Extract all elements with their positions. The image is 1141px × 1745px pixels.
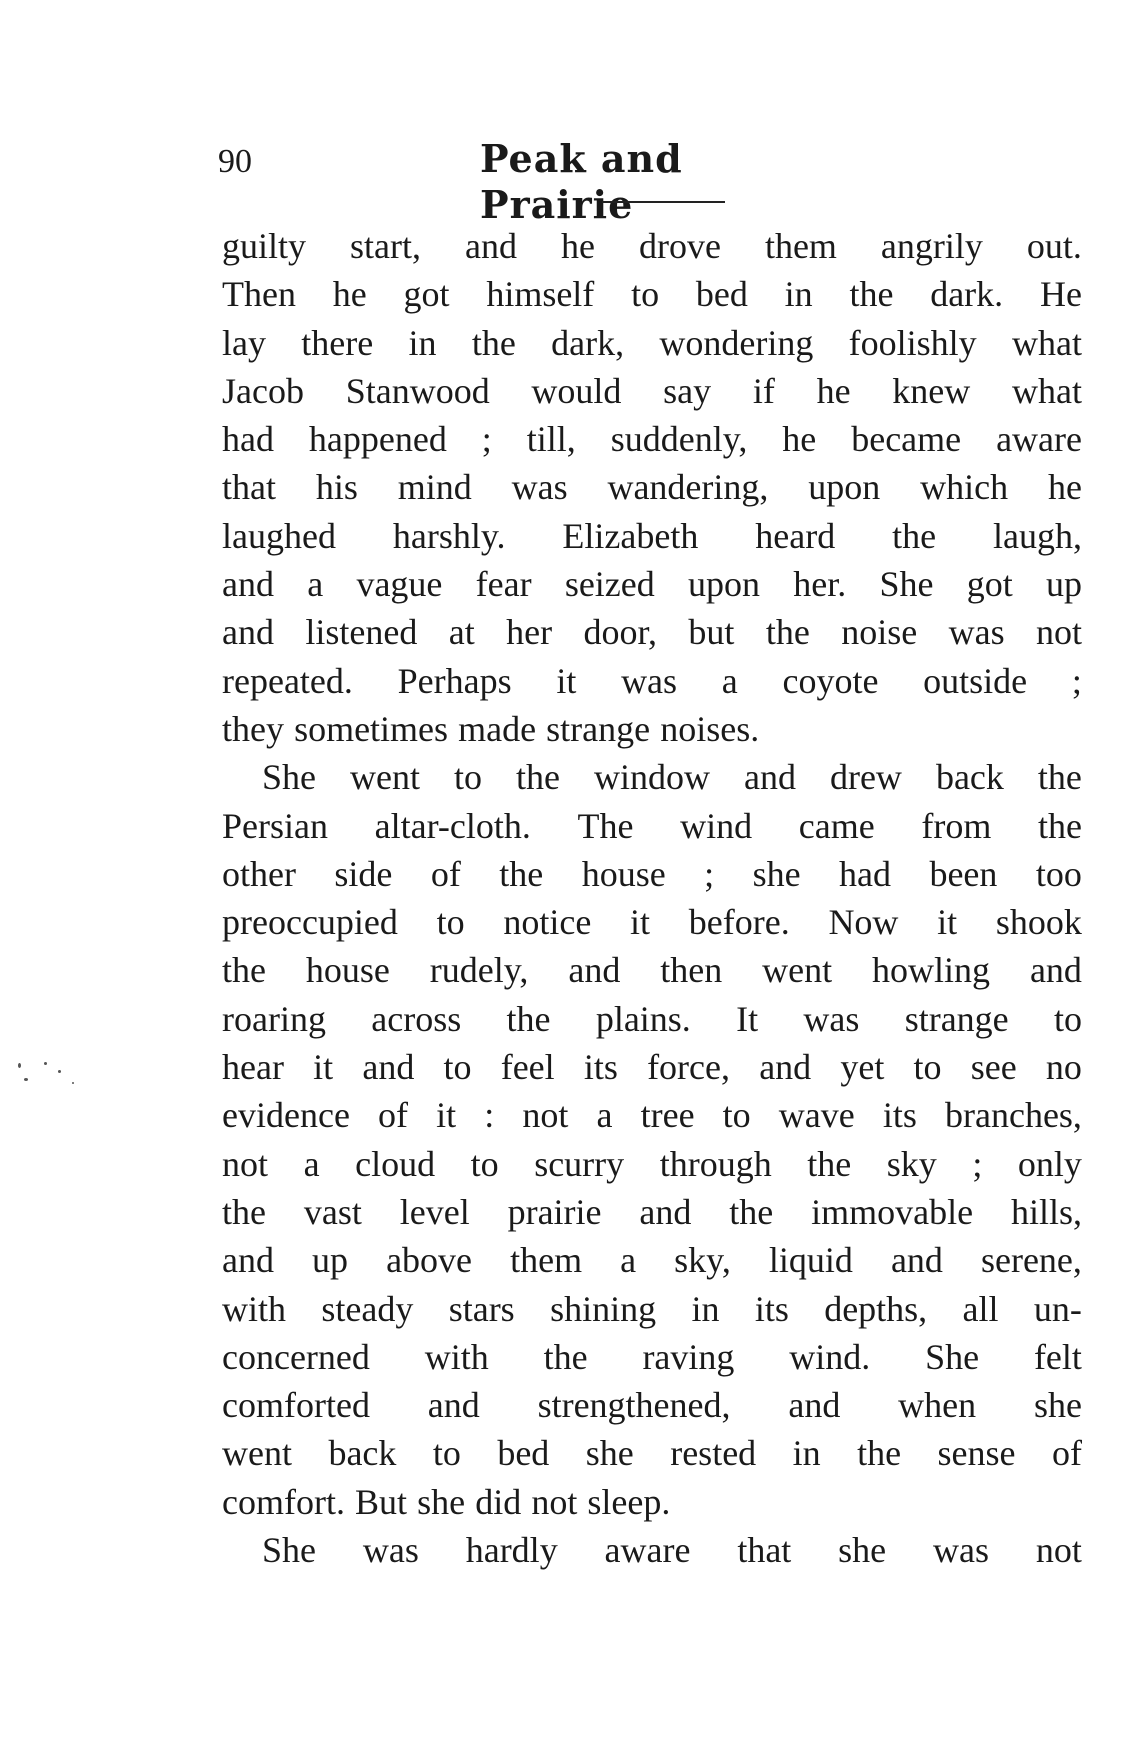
text-line bbox=[222, 367, 1082, 415]
word: comfort. bbox=[222, 1481, 345, 1522]
text-line bbox=[222, 850, 1082, 898]
text-line bbox=[222, 512, 1082, 560]
text-line bbox=[222, 1381, 1082, 1429]
word: sometimes bbox=[294, 708, 449, 749]
word: she bbox=[1033, 1385, 1082, 1426]
word: its bbox=[583, 1047, 618, 1088]
word: level bbox=[399, 1191, 470, 1232]
word: laugh, bbox=[993, 515, 1082, 556]
word: rested bbox=[670, 1433, 757, 1474]
word: what bbox=[1011, 370, 1082, 411]
word: wandering, bbox=[607, 467, 769, 508]
word: the bbox=[857, 1433, 902, 1474]
word: the bbox=[506, 998, 551, 1039]
word: if bbox=[752, 370, 775, 411]
text-line bbox=[222, 1526, 1082, 1574]
text-line bbox=[222, 753, 1082, 801]
text-line bbox=[222, 560, 1082, 608]
word: it bbox=[630, 902, 651, 943]
word: a bbox=[620, 1240, 637, 1281]
word: other bbox=[222, 853, 296, 894]
word: the bbox=[729, 1191, 774, 1232]
word: the bbox=[1038, 805, 1082, 846]
word: not bbox=[522, 1095, 569, 1136]
word: in bbox=[408, 322, 437, 363]
word: aware bbox=[604, 1530, 691, 1571]
word: a bbox=[721, 660, 738, 701]
word: the bbox=[222, 950, 266, 991]
word: sense bbox=[937, 1433, 1016, 1474]
word: the bbox=[892, 515, 937, 556]
word: He bbox=[1039, 274, 1082, 315]
word: was bbox=[362, 1530, 419, 1571]
word: hardly bbox=[465, 1530, 558, 1571]
text-line bbox=[222, 1188, 1082, 1236]
word: feel bbox=[500, 1047, 555, 1088]
word: serene, bbox=[980, 1240, 1082, 1281]
text-line bbox=[222, 608, 1082, 656]
word: door, bbox=[583, 612, 658, 653]
word: angrily bbox=[880, 226, 983, 266]
word: listened bbox=[305, 612, 418, 653]
word: shining bbox=[550, 1288, 657, 1329]
word: wind bbox=[680, 805, 753, 846]
text-line bbox=[222, 222, 1082, 270]
word: say bbox=[663, 370, 712, 411]
word: immovable bbox=[811, 1191, 974, 1232]
text-line bbox=[222, 463, 1082, 511]
word: only bbox=[1017, 1143, 1082, 1184]
word: The bbox=[577, 805, 634, 846]
word: and bbox=[788, 1385, 841, 1426]
word: see bbox=[970, 1047, 1017, 1088]
word: strengthened, bbox=[537, 1385, 731, 1426]
word: Perhaps bbox=[397, 660, 512, 701]
word: She bbox=[879, 564, 934, 605]
word: drove bbox=[638, 226, 721, 266]
text-line bbox=[222, 415, 1082, 463]
word: seized bbox=[564, 564, 655, 605]
word: its bbox=[882, 1095, 917, 1136]
text-line bbox=[222, 898, 1082, 946]
word: back bbox=[328, 1433, 397, 1474]
word: with bbox=[222, 1288, 287, 1329]
word: happened bbox=[308, 419, 447, 460]
word: un- bbox=[1033, 1288, 1082, 1329]
word: upon bbox=[808, 467, 881, 508]
word: concerned bbox=[222, 1336, 370, 1377]
word: vast bbox=[303, 1191, 362, 1232]
word: it bbox=[556, 660, 577, 701]
word: dark, bbox=[551, 322, 625, 363]
word: hear bbox=[222, 1047, 284, 1088]
word: evidence bbox=[222, 1095, 350, 1136]
word: and bbox=[639, 1191, 692, 1232]
word: start, bbox=[350, 226, 421, 266]
word: Elizabeth bbox=[562, 515, 699, 556]
word: too bbox=[1035, 853, 1082, 894]
word: ; bbox=[481, 419, 492, 460]
word: But bbox=[355, 1481, 408, 1522]
body-text bbox=[222, 222, 1082, 1574]
word: till, bbox=[526, 419, 576, 460]
word: knew bbox=[892, 370, 971, 411]
scan-speck bbox=[18, 1063, 21, 1068]
word: became bbox=[851, 419, 962, 460]
word: was bbox=[803, 998, 860, 1039]
word: a bbox=[307, 564, 324, 605]
word: above bbox=[386, 1240, 473, 1281]
text-line bbox=[222, 1091, 1082, 1139]
word: it bbox=[937, 902, 958, 943]
word: lay bbox=[222, 322, 266, 363]
word: came bbox=[798, 805, 875, 846]
word: was bbox=[621, 660, 678, 701]
word: no bbox=[1045, 1047, 1082, 1088]
scan-speck bbox=[72, 1082, 74, 1084]
text-line bbox=[222, 1140, 1082, 1188]
word: the bbox=[849, 274, 894, 315]
word: liquid bbox=[768, 1240, 853, 1281]
word: she bbox=[752, 853, 801, 894]
word: It bbox=[736, 998, 759, 1039]
word: and bbox=[222, 1240, 274, 1281]
word: before. bbox=[688, 902, 790, 943]
word: ; bbox=[704, 853, 715, 894]
word: aware bbox=[996, 419, 1082, 460]
word: ; bbox=[972, 1143, 983, 1184]
word: roaring bbox=[222, 998, 326, 1039]
running-title: Peak and Prairie bbox=[480, 136, 683, 227]
word: laughed bbox=[222, 515, 336, 556]
word: Then bbox=[222, 274, 296, 315]
word: its bbox=[754, 1288, 789, 1329]
word: of bbox=[1051, 1433, 1082, 1474]
word: was bbox=[948, 612, 1005, 653]
word: scurry bbox=[534, 1143, 625, 1184]
word: been bbox=[929, 853, 998, 894]
word: to bbox=[1053, 998, 1082, 1039]
word: was bbox=[933, 1530, 990, 1571]
word: the bbox=[807, 1143, 852, 1184]
text-line bbox=[222, 995, 1082, 1043]
text-line bbox=[222, 1333, 1082, 1381]
word: She bbox=[262, 1530, 316, 1571]
word: went bbox=[762, 950, 833, 991]
word: shook bbox=[995, 902, 1082, 943]
word: comforted bbox=[222, 1385, 370, 1426]
word: sleep. bbox=[587, 1481, 671, 1522]
word: suddenly, bbox=[610, 419, 748, 460]
word: the bbox=[543, 1336, 588, 1377]
word: house bbox=[581, 853, 666, 894]
word: Jacob bbox=[222, 370, 304, 411]
text-line bbox=[222, 319, 1082, 367]
word: out. bbox=[1026, 226, 1082, 266]
word: his bbox=[315, 467, 358, 508]
word: went bbox=[350, 757, 420, 798]
word: in bbox=[792, 1433, 821, 1474]
word: Persian bbox=[222, 805, 328, 846]
word: and bbox=[759, 1047, 812, 1088]
word: but bbox=[688, 612, 735, 653]
word: She bbox=[925, 1336, 980, 1377]
word: drew bbox=[829, 757, 902, 798]
word: strange bbox=[546, 708, 651, 749]
word: the bbox=[471, 322, 516, 363]
word: fear bbox=[475, 564, 532, 605]
word: at bbox=[448, 612, 475, 653]
word: they bbox=[222, 708, 284, 749]
word: he bbox=[816, 370, 851, 411]
word: stars bbox=[448, 1288, 515, 1329]
word: her. bbox=[793, 564, 847, 605]
word: went bbox=[222, 1433, 292, 1474]
word: and bbox=[362, 1047, 415, 1088]
word: coyote bbox=[782, 660, 879, 701]
word: wind. bbox=[789, 1336, 871, 1377]
word: strange bbox=[904, 998, 1009, 1039]
word: dark. bbox=[930, 274, 1004, 315]
text-line bbox=[222, 270, 1082, 318]
word: up bbox=[312, 1240, 349, 1281]
word: in bbox=[784, 274, 813, 315]
word: back bbox=[935, 757, 1004, 798]
word: branches, bbox=[945, 1095, 1082, 1136]
word: would bbox=[531, 370, 622, 411]
scan-speck bbox=[24, 1078, 28, 1081]
word: steady bbox=[321, 1288, 414, 1329]
text-line bbox=[222, 705, 1082, 753]
word: window bbox=[593, 757, 710, 798]
text-line bbox=[222, 1285, 1082, 1333]
word: and bbox=[890, 1240, 943, 1281]
word: he bbox=[1047, 467, 1082, 508]
word: and bbox=[743, 757, 796, 798]
word: She bbox=[262, 757, 316, 798]
word: himself bbox=[486, 274, 595, 315]
word: the bbox=[516, 757, 560, 798]
word: from bbox=[921, 805, 992, 846]
word: was bbox=[511, 467, 568, 508]
word: side bbox=[334, 853, 393, 894]
word: tree bbox=[640, 1095, 695, 1136]
word: prairie bbox=[507, 1191, 602, 1232]
word: up bbox=[1045, 564, 1082, 605]
word: had bbox=[839, 853, 892, 894]
word: of bbox=[430, 853, 461, 894]
word: did bbox=[475, 1481, 522, 1522]
word: to bbox=[443, 1047, 472, 1088]
page-number: 90 bbox=[218, 143, 252, 180]
word: to bbox=[432, 1433, 461, 1474]
word: in bbox=[691, 1288, 720, 1329]
word: altar-cloth. bbox=[374, 805, 531, 846]
scan-speck bbox=[58, 1070, 61, 1073]
word: guilty bbox=[222, 226, 307, 266]
word: she bbox=[585, 1433, 634, 1474]
word: she bbox=[417, 1481, 466, 1522]
word: it bbox=[436, 1095, 457, 1136]
word: and bbox=[465, 226, 517, 266]
word: she bbox=[838, 1530, 887, 1571]
word: across bbox=[371, 998, 462, 1039]
word: which bbox=[920, 467, 1009, 508]
word: vague bbox=[356, 564, 443, 605]
text-line bbox=[222, 802, 1082, 850]
word: hills, bbox=[1010, 1191, 1082, 1232]
word: heard bbox=[755, 515, 836, 556]
word: that bbox=[737, 1530, 792, 1571]
word: had bbox=[222, 419, 274, 460]
word: when bbox=[898, 1385, 977, 1426]
word: noises. bbox=[660, 708, 760, 749]
word: the bbox=[222, 1191, 266, 1232]
word: wave bbox=[778, 1095, 855, 1136]
title-rule bbox=[602, 201, 725, 203]
word: got bbox=[966, 564, 1013, 605]
word: raving bbox=[642, 1336, 735, 1377]
word: Now bbox=[828, 902, 899, 943]
word: there bbox=[301, 322, 374, 363]
word: : bbox=[484, 1095, 495, 1136]
word: notice bbox=[503, 902, 592, 943]
word: all bbox=[962, 1288, 999, 1329]
word: bed bbox=[497, 1433, 550, 1474]
word: noise bbox=[841, 612, 918, 653]
word: of bbox=[378, 1095, 409, 1136]
word: the bbox=[499, 853, 544, 894]
word: preoccupied bbox=[222, 902, 398, 943]
word: to bbox=[722, 1095, 751, 1136]
word: cloud bbox=[355, 1143, 436, 1184]
word: not bbox=[531, 1481, 578, 1522]
word: not bbox=[1035, 612, 1082, 653]
word: wondering bbox=[659, 322, 814, 363]
word: mind bbox=[397, 467, 472, 508]
word: howling bbox=[872, 950, 991, 991]
word: sky bbox=[886, 1143, 937, 1184]
word: sky, bbox=[674, 1240, 731, 1281]
word: force, bbox=[647, 1047, 730, 1088]
word: depths, bbox=[824, 1288, 928, 1329]
word: house bbox=[305, 950, 390, 991]
word: a bbox=[596, 1095, 613, 1136]
word: he bbox=[560, 226, 595, 266]
word: with bbox=[424, 1336, 489, 1377]
word: her bbox=[506, 612, 553, 653]
word: to bbox=[631, 274, 660, 315]
word: it bbox=[313, 1047, 334, 1088]
word: ; bbox=[1071, 660, 1082, 701]
text-line bbox=[222, 1236, 1082, 1284]
word: repeated. bbox=[222, 660, 353, 701]
word: them bbox=[510, 1240, 583, 1281]
word: foolishly bbox=[848, 322, 977, 363]
word: bed bbox=[695, 274, 748, 315]
word: to bbox=[470, 1143, 499, 1184]
word: not bbox=[1035, 1530, 1082, 1571]
word: he bbox=[782, 419, 817, 460]
word: upon bbox=[688, 564, 760, 605]
text-line bbox=[222, 1478, 1082, 1526]
word: and bbox=[427, 1385, 480, 1426]
word: and bbox=[222, 612, 274, 653]
word: what bbox=[1011, 322, 1082, 363]
word: to bbox=[913, 1047, 942, 1088]
text-line bbox=[222, 1429, 1082, 1477]
word: rudely, bbox=[429, 950, 529, 991]
word: he bbox=[332, 274, 367, 315]
scan-speck bbox=[44, 1062, 47, 1065]
word: them bbox=[764, 226, 837, 266]
word: got bbox=[403, 274, 450, 315]
word: Stanwood bbox=[345, 370, 490, 411]
word: not bbox=[222, 1143, 269, 1184]
word: then bbox=[660, 950, 723, 991]
word: a bbox=[303, 1143, 320, 1184]
word: that bbox=[222, 467, 276, 508]
word: made bbox=[458, 708, 537, 749]
word: felt bbox=[1033, 1336, 1082, 1377]
word: and bbox=[568, 950, 621, 991]
word: the bbox=[765, 612, 810, 653]
word: and bbox=[222, 564, 274, 605]
text-line bbox=[222, 946, 1082, 994]
text-line bbox=[222, 1043, 1082, 1091]
word: and bbox=[1029, 950, 1082, 991]
word: to bbox=[453, 757, 482, 798]
word: plains. bbox=[595, 998, 691, 1039]
word: yet bbox=[840, 1047, 885, 1088]
word: through bbox=[659, 1143, 772, 1184]
word: outside bbox=[923, 660, 1028, 701]
word: harshly. bbox=[392, 515, 506, 556]
word: to bbox=[436, 902, 465, 943]
text-line bbox=[222, 657, 1082, 705]
word: the bbox=[1037, 757, 1082, 798]
